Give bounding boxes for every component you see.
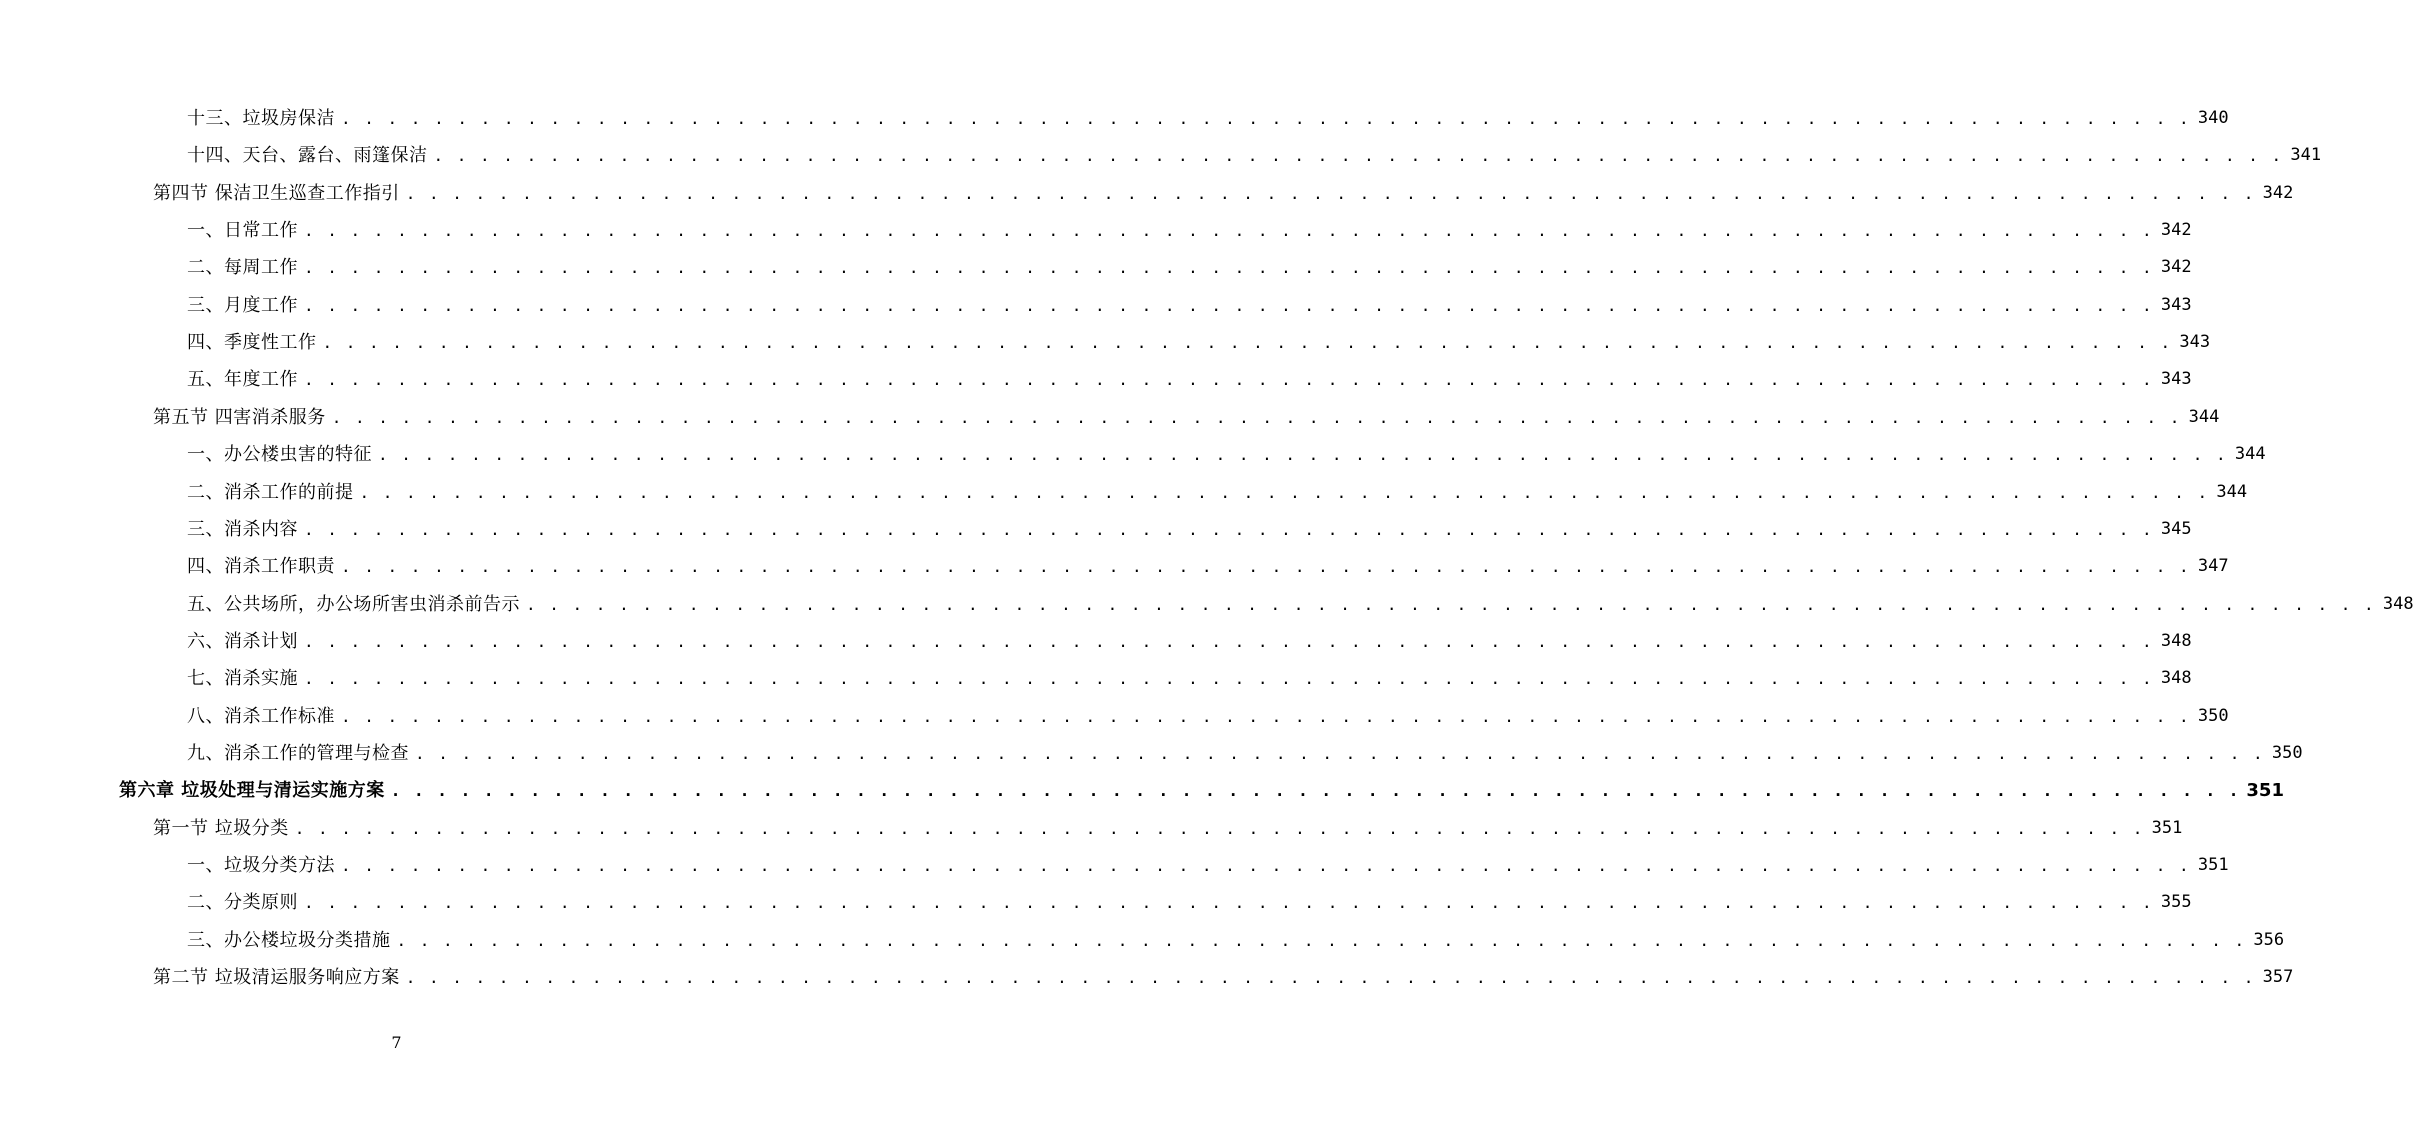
toc-entry[interactable] bbox=[153, 399, 2220, 436]
toc-entry-page: 341 bbox=[2290, 145, 2322, 166]
toc-dot-leader: . . . . . . . . . . . . . . . . . . . . . . . . . . . . . . . . . . . . . . . . . . . . . . . . . . . . . . . . . . . . . . . . . . . . . . . . . . . . . . . . bbox=[304, 221, 2154, 241]
toc-dot-leader: . . . . . . . . . . . . . . . . . . . . . . . . . . . . . . . . . . . . . . . . . . . . . . . . . . . . . . . . . . . . . . . . . . . . . . . . . . . . . . . . bbox=[304, 258, 2154, 278]
page-number: 7 bbox=[391, 1033, 402, 1052]
toc-dot-leader: . . . . . . . . . . . . . . . . . . . . . . . . . . . . . . . . . . . . . . . . . . . . . . . . . . . . . . . . . . . . . . . . . . . . . . . . . . . . . . . . bbox=[331, 407, 2182, 427]
toc-dot-leader: . . . . . . . . . . . . . . . . . . . . . . . . . . . . . . . . . . . . . . . . . . . . . . . . . . . . . . . . . . . . . . . . . . . . . . . . . . . . . . . . bbox=[341, 109, 2191, 128]
toc-entry-page: 350 bbox=[2197, 705, 2229, 726]
toc-dot-leader: . . . . . . . . . . . . . . . . . . . . . . . . . . . . . . . . . . . . . . . . . . . . . . . . . . . . . . . . . . . . . . . . . . . . . . . . . . . . . . . . bbox=[405, 968, 2256, 988]
toc-entry-title: 十三、垃圾房保洁 bbox=[187, 108, 335, 129]
toc-dot-leader: . . . . . . . . . . . . . . . . . . . . . . . . . . . . . . . . . . . . . . . . . . . . . . . . . . . . . . . . . . . . . . . . . . . . . . . . . . . . . . . . bbox=[341, 856, 2191, 875]
toc-dot-leader: . . . . . . . . . . . . . . . . . . . . . . . . . . . . . . . . . . . . . . . . . . . . . . . . . . . . . . . . . . . . . . . . . . . . . . . . . . . . . . . . bbox=[405, 183, 2256, 203]
toc-entry-title: 五、公共场所，办公场所害虫消杀前告示 bbox=[187, 593, 520, 615]
toc-entry-title: 第一节 垃圾分类 bbox=[153, 817, 289, 839]
toc-dot-leader: . . . . . . . . . . . . . . . . . . . . . . . . . . . . . . . . . . . . . . . . . . . . . . . . . . . . . . . . . . . . . . . . . . . . . . . . . . . . . . . . bbox=[304, 519, 2154, 539]
toc-entry-title: 第六章 垃圾处理与清运实施方案 bbox=[119, 780, 385, 802]
toc-dot-leader: . . . . . . . . . . . . . . . . . . . . . . . . . . . . . . . . . . . . . . . . . . . . . . . . . . . . . . . . . . . . . . . . . . . . . . . . . . . . . . . . bbox=[294, 818, 2145, 838]
toc-dot-leader: . . . . . . . . . . . . . . . . . . . . . . . . . . . . . . . . . . . . . . . . . . . . . . . . . . . . . . . . . . . . . . . . . . . . . . . . . . . . . . . . bbox=[415, 743, 2265, 763]
toc-entry-page: 357 bbox=[2262, 967, 2294, 988]
toc-entry-page: 342 bbox=[2160, 220, 2192, 241]
toc-entry[interactable] bbox=[187, 287, 2192, 324]
toc-entry[interactable] bbox=[187, 586, 2414, 623]
toc-entry-title: 一、垃圾分类方法 bbox=[187, 855, 335, 876]
toc-entry[interactable] bbox=[153, 810, 2183, 847]
toc-entry-page: 355 bbox=[2160, 892, 2192, 913]
toc-entry-page: 344 bbox=[2188, 406, 2220, 427]
toc-entry-title: 四、消杀工作职责 bbox=[187, 556, 335, 578]
toc-dot-leader: . . . . . . . . . . . . . . . . . . . . . . . . . . . . . . . . . . . . . . . . . . . . . . . . . . . . . . . . . . . . . . . . . . . . . . . . . . . . . . . . bbox=[359, 482, 2210, 502]
toc-dot-leader: . . . . . . . . . . . . . . . . . . . . . . . . . . . . . . . . . . . . . . . . . . . . . . . . . . . . . . . . . . . . . . . . . . . . . . . . . . . . . . . . bbox=[341, 706, 2191, 726]
toc-entry[interactable] bbox=[187, 660, 2192, 697]
toc-entry[interactable] bbox=[187, 249, 2192, 286]
toc-entry[interactable] bbox=[187, 436, 2266, 473]
toc-entry[interactable] bbox=[187, 212, 2192, 249]
toc-entry-title: 二、消杀工作的前提 bbox=[187, 481, 354, 503]
toc-entry[interactable] bbox=[187, 884, 2192, 921]
toc-entry[interactable] bbox=[187, 698, 2229, 735]
toc-dot-leader: . . . . . . . . . . . . . . . . . . . . . . . . . . . . . . . . . . . . . . . . . . . . . . . . . . . . . . . . . . . . . . . . . . . . . . . . . . . . . . . . bbox=[304, 893, 2154, 913]
toc-dot-leader: . . . . . . . . . . . . . . . . . . . . . . . . . . . . . . . . . . . . . . . . . . . . . . . . . . . . . . . . . . . . . . . . . . . . . . . . . . . . . . . . bbox=[341, 557, 2191, 577]
toc-entry-page: 343 bbox=[2160, 369, 2192, 390]
toc-dot-leader: . . . . . . . . . . . . . . . . . . . . . . . . . . . . . . . . . . . . . . . . . . . . . . . . . . . . . . . . . . . . . . . . . . . . . . . . . . . . . . . . bbox=[304, 631, 2154, 651]
toc-entry-page: 351 bbox=[2197, 855, 2229, 875]
toc-entry-page: 347 bbox=[2197, 556, 2229, 577]
toc-entry-page: 345 bbox=[2160, 518, 2192, 539]
toc-entry[interactable] bbox=[187, 137, 2322, 174]
toc-entry-page: 344 bbox=[2216, 481, 2248, 502]
toc-entry[interactable] bbox=[187, 100, 2229, 137]
toc-entry-title: 二、分类原则 bbox=[187, 892, 298, 914]
toc-entry-page: 348 bbox=[2160, 668, 2192, 689]
toc-dot-leader: . . . . . . . . . . . . . . . . . . . . . . . . . . . . . . . . . . . . . . . . . . . . . . . . . . . . . . . . . . . . . . . . . . . . . . . . . . . . . . . . bbox=[396, 930, 2247, 950]
toc-entry[interactable] bbox=[187, 474, 2248, 511]
toc-entry-page: 342 bbox=[2262, 182, 2294, 203]
toc-entry-title: 三、办公楼垃圾分类措施 bbox=[187, 929, 391, 951]
toc-entry-title: 十四、天台、露台、雨篷保洁 bbox=[187, 145, 428, 167]
toc-dot-leader: . . . . . . . . . . . . . . . . . . . . . . . . . . . . . . . . . . . . . . . . . . . . . . . . . . . . . . . . . . . . . . . . . . . . . . . . . . . . . . . . bbox=[433, 146, 2284, 166]
toc-dot-leader: . . . . . . . . . . . . . . . . . . . . . . . . . . . . . . . . . . . . . . . . . . . . . . . . . . . . . . . . . . . . . . . . . . . . . . . . . . . . . . . . bbox=[304, 295, 2154, 315]
toc-entry[interactable] bbox=[153, 959, 2294, 996]
toc-entry-page: 356 bbox=[2253, 929, 2285, 950]
toc-dot-leader: . . . . . . . . . . . . . . . . . . . . . . . . . . . . . . . . . . . . . . . . . . . . . . . . . . . . . . . . . . . . . . . . . . . . . . . . . . . . . . . . bbox=[304, 669, 2154, 689]
toc-dot-leader: . . . . . . . . . . . . . . . . . . . . . . . . . . . . . . . . . . . . . . . . . . . . . . . . . . . . . . . . . . . . . . . . . . . . . . . . . . . . . . . . bbox=[304, 370, 2154, 390]
toc-entry-page: 343 bbox=[2179, 332, 2211, 353]
toc-entry-title: 三、消杀内容 bbox=[187, 518, 298, 540]
toc-entry[interactable] bbox=[187, 735, 2303, 772]
toc-entry-title: 第二节 垃圾清运服务响应方案 bbox=[153, 967, 400, 989]
toc-entry-title: 六、消杀计划 bbox=[187, 630, 298, 652]
toc-entry-page: 343 bbox=[2160, 294, 2192, 315]
toc-entry-title: 一、日常工作 bbox=[187, 220, 298, 242]
toc-entry-page: 351 bbox=[2246, 780, 2284, 802]
toc-entry-title: 二、每周工作 bbox=[187, 257, 298, 279]
toc-dot-leader: . . . . . . . . . . . . . . . . . . . . . . . . . . . . . . . . . . . . . . . . . . . . . . . . . . . . . . . . . . . . . . . . . . . . . . . . . . . . . . . . bbox=[322, 333, 2173, 353]
toc-entry[interactable] bbox=[187, 922, 2285, 959]
toc-entry[interactable] bbox=[187, 548, 2229, 585]
toc-entry-page: 351 bbox=[2151, 817, 2183, 838]
toc-entry[interactable] bbox=[187, 623, 2192, 660]
toc-entry-page: 344 bbox=[2234, 444, 2266, 465]
toc-entry-title: 五、年度工作 bbox=[187, 369, 298, 391]
toc-entry[interactable] bbox=[187, 361, 2192, 398]
toc-entry-page: 348 bbox=[2160, 630, 2192, 651]
toc-entry-page: 342 bbox=[2160, 257, 2192, 278]
toc-dot-leader: . . . . . . . . . . . . . . . . . . . . . . . . . . . . . . . . . . . . . . . . . . . . . . . . . . . . . . . . . . . . . . . . . . . . . . . . . . . . . . . . bbox=[378, 445, 2228, 465]
toc-entry-title: 四、季度性工作 bbox=[187, 332, 317, 354]
toc-dot-leader: . . . . . . . . . . . . . . . . . . . . . . . . . . . . . . . . . . . . . . . . . . . . . . . . . . . . . . . . . . . . . . . . . . . . . . . . . . . . . . . . bbox=[526, 594, 2376, 614]
toc-entry-title: 第四节 保洁卫生巡查工作指引 bbox=[153, 182, 400, 204]
toc-dot-leader: . . . . . . . . . . . . . . . . . . . . . . . . . . . . . . . . . . . . . . . . . . . . . . . . . . . . . . . . . . . . . . . . . . . . . . . . . . . . . . . . bbox=[390, 781, 2241, 801]
toc-entry-page: 340 bbox=[2197, 108, 2229, 128]
toc-entry-title: 八、消杀工作标准 bbox=[187, 705, 335, 727]
toc-entry[interactable] bbox=[187, 511, 2192, 548]
toc-entry-page: 348 bbox=[2382, 593, 2414, 614]
toc-entry[interactable] bbox=[119, 772, 2284, 809]
toc-entry-title: 第五节 四害消杀服务 bbox=[153, 406, 326, 428]
toc-entry-page: 350 bbox=[2271, 742, 2303, 763]
toc-entry[interactable] bbox=[153, 175, 2294, 212]
toc-entry[interactable] bbox=[187, 324, 2211, 361]
toc-entry-title: 七、消杀实施 bbox=[187, 668, 298, 690]
toc-entry-title: 九、消杀工作的管理与检查 bbox=[187, 742, 409, 764]
toc-entry[interactable] bbox=[187, 847, 2229, 884]
toc-entry-title: 三、月度工作 bbox=[187, 294, 298, 316]
toc-entry-title: 一、办公楼虫害的特征 bbox=[187, 444, 372, 466]
